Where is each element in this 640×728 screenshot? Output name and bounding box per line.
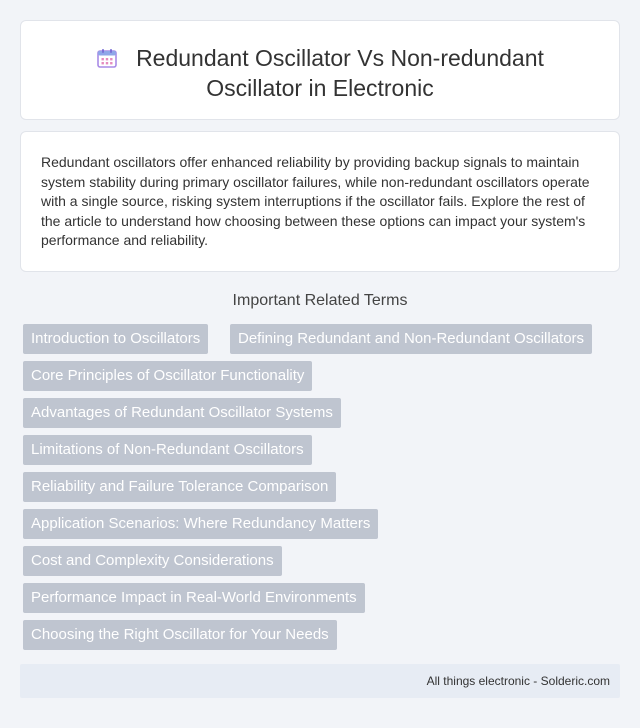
footer-credit: All things electronic - Solderic.com	[426, 674, 610, 688]
calendar-icon	[96, 47, 118, 69]
related-term-tag[interactable]: Introduction to Oscillators	[23, 324, 208, 354]
intro-paragraph: Redundant oscillators offer enhanced reliability by providing backup signals to maintain system stability during primary oscillator failures, while non-redundant oscillators operate with a single source, risking system interruptions if the oscillator fails. Explore the rest of the article to understand how choosing between these options can impact your system's performance and reliability.	[41, 154, 590, 248]
related-terms-heading: Important Related Terms	[232, 292, 408, 309]
related-term-tag[interactable]: Reliability and Failure Tolerance Comparison	[23, 472, 336, 502]
title-line-2: Oscillator in Electronic	[206, 75, 434, 101]
footer	[20, 664, 620, 698]
title-card	[20, 20, 620, 120]
title-line-1: Redundant Oscillator Vs Non-redundant	[136, 45, 544, 71]
related-term-tag[interactable]: Defining Redundant and Non-Redundant Oscillators	[230, 324, 592, 354]
related-term-tag[interactable]: Application Scenarios: Where Redundancy Matters	[23, 509, 378, 539]
intro-card	[20, 131, 620, 272]
related-term-tag[interactable]: Performance Impact in Real-World Environments	[23, 583, 365, 613]
related-term-tag[interactable]: Advantages of Redundant Oscillator Systems	[23, 398, 341, 428]
related-term-tag[interactable]: Core Principles of Oscillator Functionality	[23, 361, 312, 391]
related-term-tag[interactable]: Choosing the Right Oscillator for Your Needs	[23, 620, 337, 650]
related-term-tag[interactable]: Limitations of Non-Redundant Oscillators	[23, 435, 312, 465]
page-title	[21, 43, 619, 103]
related-term-tag[interactable]: Cost and Complexity Considerations	[23, 546, 282, 576]
